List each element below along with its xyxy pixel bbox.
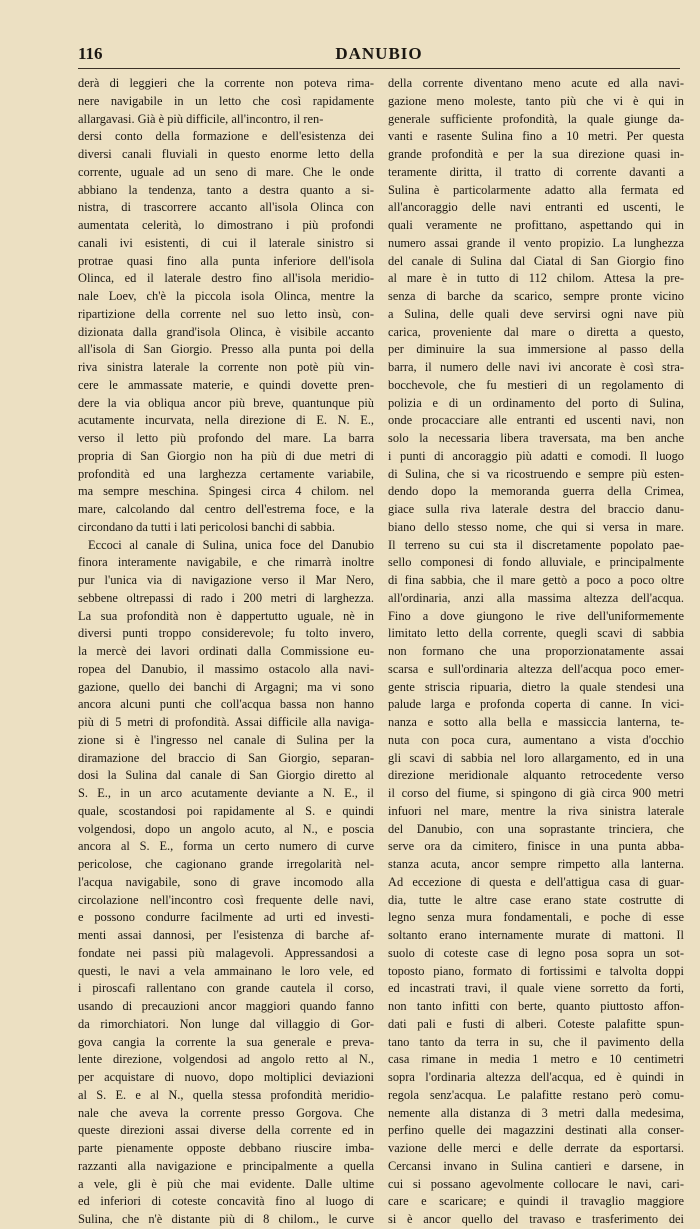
text-line: all'isola di San Giorgio. Presso alla punta poi della xyxy=(78,342,374,357)
text-line: dersi conto della formazione e dell'esistenza dei xyxy=(78,129,374,144)
text-line: abbiano la tendenza, tanto a destra quanto a si- xyxy=(78,182,374,197)
text-line: diramazione del braccio di San Giorgio, separan- xyxy=(78,750,374,765)
text-line: all'ordinaria, anzi alla massima altezza dell'acqua. xyxy=(388,590,684,605)
text-line: non tanto infitti con berte, quanto piuttosto affon- xyxy=(388,999,684,1013)
text-line: stanza acuta, ancor sempre rimpetto alla lanterna. xyxy=(388,857,684,871)
text-line: sopra l'ordinaria altezza dell'acqua, ed è quindi in xyxy=(388,1070,684,1084)
text-line: ed incastrati travi, il quale viene sorretto da forti, xyxy=(388,981,684,996)
text-line: quale, scostandosi poi rapidamente al S. e quindi xyxy=(78,803,374,818)
left-column xyxy=(78,75,374,1229)
text-line: polizia e di un ordinamento del porto di Sulina, xyxy=(388,395,684,410)
text-line: da rimorchiatori. Non lunge dal villaggio di Gor- xyxy=(78,1016,374,1031)
text-line: dati pali e fusti di alberi. Coteste palafitte spun- xyxy=(388,1016,684,1031)
text-line: biano dello stesso nome, che qui si versa in mare. xyxy=(388,519,684,534)
text-line: dere la via obliqua ancor più breve, quantunque più xyxy=(78,395,374,410)
text-line: Ad eccezione di questa e dell'attigua casa di guar- xyxy=(388,874,684,889)
text-line: Sulina è particolarmente adatto alla fermata ed xyxy=(388,182,684,197)
text-line: onde procacciare alle entranti ed uscenti navi, non xyxy=(388,413,684,428)
text-line: volgendosi, dopo un angolo acuto, al N., e poscia xyxy=(78,821,374,836)
text-line: ma sempre meschina. Spingesi circa 4 chilom. nel xyxy=(78,484,374,499)
text-line: riva sinistra laterale la corrente non potè più vin- xyxy=(78,360,374,374)
text-line: gli scavi di sabbia nel loro allargamento, ed in una xyxy=(388,750,684,765)
page-header xyxy=(78,44,680,66)
text-line: barra, il numero delle navi ivi ancorate è così stra- xyxy=(388,360,684,374)
text-line: pericolose, che cagionano grande irregolarità nel- xyxy=(78,857,374,871)
text-line: lente direzione, volgendosi ad angolo retto al N., xyxy=(78,1052,374,1067)
right-column xyxy=(388,75,684,1229)
text-line: zione si è l'ingresso nel canale di Sulina per la xyxy=(78,732,374,747)
text-line: Il terreno su cui sta il discretamente popolato pae- xyxy=(388,537,684,552)
text-line: numero assai grande il vento propizio. La lunghezza xyxy=(388,235,684,250)
text-line: La sua profondità non è dappertutto uguale, nè in xyxy=(78,608,374,623)
text-line: non formano che una proporzionatamente assai xyxy=(388,644,684,658)
text-line: ropea del Danubio, il massimo ostacolo alla navi- xyxy=(78,661,374,676)
text-line: tano tanto da terra in su, che il pavimento della xyxy=(388,1034,684,1049)
text-line: cere le ammassate materie, e quindi dovette pren- xyxy=(78,377,374,392)
text-line: vazione delle merci e delle derrate da esportarsi. xyxy=(388,1141,684,1155)
text-line: parte pienamente opposte debbano riuscire imba- xyxy=(78,1141,374,1155)
text-line: nale Loev, ch'è la piccola isola Olinca, mentre la xyxy=(78,289,374,303)
text-line: scarsa e sull'ordinaria altezza dell'acqua poco emer- xyxy=(388,661,684,676)
text-line: gazione meno moleste, tanto più che vi è qui in xyxy=(388,93,684,108)
text-line: finora interamente navigabile, e che rimarrà inoltre xyxy=(78,555,374,570)
text-line: menti assai dannosi, per l'esistenza di barche af- xyxy=(78,928,374,942)
text-line: nistra, di trascorrere accanto all'isola Olinca con xyxy=(78,200,374,215)
text-line: il corso del fiume, si spingono di già circa 900 metri xyxy=(388,786,684,800)
text-line: sello componesi di fondo alluviale, e principalmente xyxy=(388,555,684,570)
text-line: fondate nei passi più malagevoli. Appressandosi a xyxy=(78,945,374,960)
text-line: ripartizione della corrente nel suo letto insù, con- xyxy=(78,306,374,321)
text-line: Fino a dove giungono le rive dell'uniformemente xyxy=(388,608,684,623)
text-line: gente striscia ripuaria, dietro la quale stendesi una xyxy=(388,679,684,694)
text-line: gazione, quello dei banchi di Argagni; ma vi sono xyxy=(78,679,374,694)
text-line: al S. E. e al N., quella stessa profondità meridio- xyxy=(78,1087,374,1102)
text-line: di Sulina, che si va ricostruendo e sempre più esten- xyxy=(388,466,684,481)
text-line: ancora alcuni punti che coll'acqua bassa non hanno xyxy=(78,697,374,712)
text-line: care e scaricare; e quindi il travaglio maggiore xyxy=(388,1194,684,1209)
header-rule xyxy=(78,68,680,69)
text-line: razzanti alla navigazione e principalmente a quella xyxy=(78,1158,374,1173)
text-line: queste direzioni assai diverse della corrente ed in xyxy=(78,1123,374,1138)
text-line: Cercansi invano in Sulina cantieri e darsene, in xyxy=(388,1158,684,1173)
text-line: profondità ed una larghezza certamente variabile, xyxy=(78,466,374,481)
text-line: circondano da tutti i lati pericolosi banchi di sabbia. xyxy=(78,519,336,534)
text-line: toposto piano, formato di fortissimi e talvolta doppi xyxy=(388,963,684,978)
text-line: allargavasi. Già è più difficile, all'incontro, il ren- xyxy=(78,111,324,126)
text-line: di fina sabbia, che il mare gettò a poco a poco oltre xyxy=(388,573,684,587)
text-line: si è ancor quello del travaso e trasferimento dei xyxy=(388,1212,684,1226)
text-line: S. E., in un arco acutamente deviante a N. E., il xyxy=(78,786,374,800)
text-line: sebbene oltrepassi di rado i 200 metri di larghezza. xyxy=(78,590,374,605)
text-line: usando di precauzioni ancor maggiori quando fanno xyxy=(78,999,374,1013)
text-line: generale sufficiente profondità, la quale giunge da- xyxy=(388,111,684,126)
text-line: solo la necessaria libera traversata, ma ben anche xyxy=(388,431,684,445)
text-line: suolo di coteste case di legno posa sopra un sot- xyxy=(388,945,684,960)
text-line: nanza e sotto alla bella e massiccia lanterna, te- xyxy=(388,715,684,729)
text-line: giace sulla riva laterale destra del braccio danu- xyxy=(388,502,684,516)
text-line: dia, tutte le altre case erano state costrutte di xyxy=(388,892,684,907)
text-line: soltanto erano internamente murate di mattoni. Il xyxy=(388,928,684,942)
text-line: Olinca, ed il laterale destro fino all'isola meridio- xyxy=(78,271,374,286)
text-line: diversi canali fluviali in questo enorme letto della xyxy=(78,147,374,161)
text-line: palude larga e profonda coperta di canne. In vici- xyxy=(388,697,684,712)
text-line: Sulina, che n'è distante più di 8 chilom., le curve xyxy=(78,1212,374,1226)
text-line: ancora al S. E., forma un certo numero di curve xyxy=(78,839,374,854)
text-line: nuta con poca cura, aumentano a vista d'occhio xyxy=(388,732,684,747)
text-line: per acquistare di nuovo, dopo moltiplici deviazioni xyxy=(78,1070,374,1084)
text-line: teramente diritta, il tratto di corrente davanti a xyxy=(388,164,684,179)
text-line: protrae quasi fino alla punta inferiore dell'isola xyxy=(78,253,374,268)
text-line: i punti di ancoraggio più adatti e comodi. Il luogo xyxy=(388,448,684,463)
text-line: ed inferiori di coteste concavità fino al luogo di xyxy=(78,1194,374,1209)
text-line: circolazione nell'incontro così frequente delle navi, xyxy=(78,892,374,907)
text-line: infuori nel mare, mentre la riva sinistra laterale xyxy=(388,803,684,818)
text-line: più di 5 metri di profondità. Assai difficile alla naviga- xyxy=(78,715,374,729)
text-line: questi, le navi a vela ammainano le loro vele, ed xyxy=(78,963,374,978)
text-line: derà di leggieri che la corrente non poteva rima- xyxy=(78,76,374,90)
text-line: canali ivi esistenti, di cui il laterale sinistro si xyxy=(78,235,374,250)
text-line: del canale di Sulina dal Ciatal di San Giorgio fino xyxy=(388,253,684,268)
text-line: carica, proveniente dal mare o diretta a questo, xyxy=(388,324,684,339)
text-line: aumentata celerità, lo dimostrano i più profondi xyxy=(78,218,374,232)
text-line: direzione meridionale alquanto retrocedente verso xyxy=(388,768,684,783)
text-line: acutamente incurvata, nella direzione di E. N. E., xyxy=(78,413,374,428)
text-line: per diminuire la sua immersione al passo della xyxy=(388,342,684,357)
text-line: all'ancoraggio delle navi entranti ed uscenti, le xyxy=(388,200,684,215)
text-line: nere navigabile in un letto che così rapidamente xyxy=(78,93,374,108)
text-line: bocchevole, che fu mestieri di un regolamento di xyxy=(388,377,684,392)
text-line: del Danubio, con una soprastante trinciera, che xyxy=(388,821,684,836)
text-line: quali veramente ne profittano, aspettando qui in xyxy=(388,218,684,232)
text-line: i piroscafi rallentano con grande cautela il corso, xyxy=(78,981,374,996)
text-line: l'acqua navigabile, sono di grave incomodo alla xyxy=(78,874,374,889)
text-line: perfino quelle dei magazzini destinati alla conser- xyxy=(388,1123,684,1138)
text-line: nale che aveva la corrente presso Gorgova. Che xyxy=(78,1105,374,1120)
text-line: corrente, uguale ad un seno di mare. Che le onde xyxy=(78,164,374,179)
text-line: diversi punti troppo considerevole; fu tolto invero, xyxy=(78,626,374,641)
page-number: 116 xyxy=(78,44,103,63)
text-line: grande profondità e per la sua direzione quasi in- xyxy=(388,147,684,161)
text-line: a Sulina, delle quali deve servirsi ogni nave più xyxy=(388,306,684,321)
text-line: dendo dopo la memoranda guerra della Crimea, xyxy=(388,484,684,499)
running-head: DANUBIO xyxy=(335,44,423,63)
text-line: dizionata dalla grand'isola Olinca, è visibile accanto xyxy=(78,324,374,339)
text-line: propria di San Giorgio non ha più di due metri di xyxy=(78,448,374,463)
text-line: al mare è in tutto di 112 chilom. Attesa la pre- xyxy=(388,271,684,286)
text-line: serve ora da cimitero, finisce in una punta abba- xyxy=(388,839,684,854)
text-line: della corrente diventano meno acute ed alla navi- xyxy=(388,76,684,90)
text-line: e possono condurre facilmente ad urti ed investi- xyxy=(78,910,374,925)
text-line: pur l'unica via di navigazione verso il Mar Nero, xyxy=(78,573,374,587)
text-line: Eccoci al canale di Sulina, unica foce del Danubio xyxy=(88,537,374,552)
text-line: dosi la Sulina dal canale di San Giorgio diretto al xyxy=(78,768,374,783)
text-line: senza di barche da scarico, sempre pronte vicino xyxy=(388,289,684,303)
text-line: a vele, gli è più che mai evidente. Dalle ultime xyxy=(78,1176,374,1191)
text-line: vanti e rasente Sulina fino a 10 metri. Per questa xyxy=(388,129,684,144)
text-line: mare, calcolando dal centro dell'estrema foce, e la xyxy=(78,502,374,516)
text-line: gova cangia la corrente la sua generale e preva- xyxy=(78,1034,374,1049)
text-line: cui si possano agevolmente collocare le navi, cari- xyxy=(388,1176,684,1191)
text-line: casa rimane in media 1 metro e 10 centimetri xyxy=(388,1052,684,1067)
text-line: nemente alla distanza di 3 metri dalla medesima, xyxy=(388,1105,684,1120)
text-line: la mercè dei lavori ordinati dalla Commissione eu- xyxy=(78,644,374,658)
text-line: limitato letto della corrente, quegli scavi di sabbia xyxy=(388,626,684,641)
text-line: verso il letto più profondo del mare. La barra xyxy=(78,431,374,445)
text-line: legno senza mura fondamentali, e poche di esse xyxy=(388,910,684,925)
text-line: regola senz'acqua. Le palafitte restano però comu- xyxy=(388,1087,684,1102)
